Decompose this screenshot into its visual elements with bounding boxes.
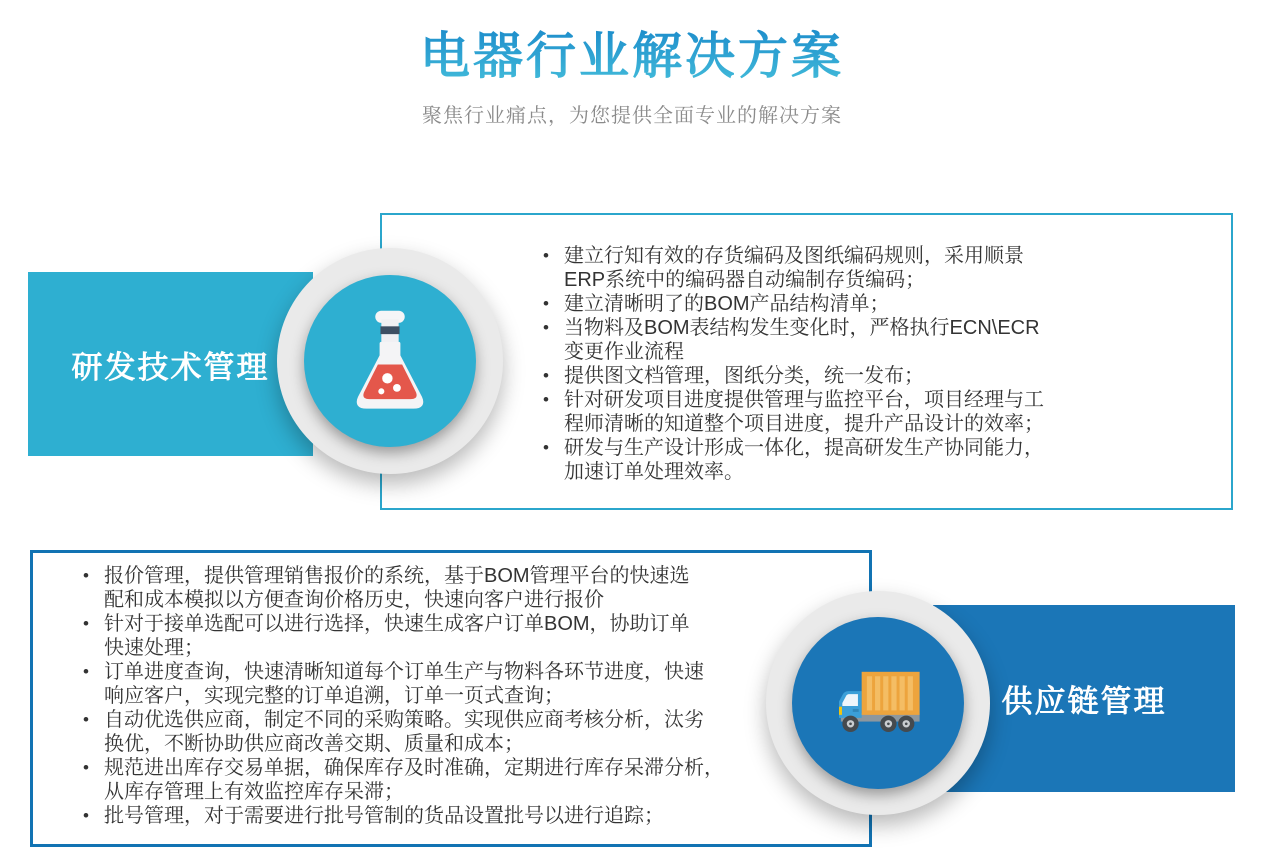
bullet-text: 建立行知有效的存货编码及图纸编码规则，采用顺景 ERP系统中的编码器自动编制存货编码；	[564, 245, 1024, 291]
bullet-item	[543, 244, 1044, 292]
bullet-item	[83, 756, 724, 804]
bullet-marker: •	[543, 246, 549, 265]
scm-badge-inner	[792, 617, 964, 789]
bullet-marker: •	[83, 614, 89, 633]
bullet-item	[83, 660, 724, 708]
scm-label: 供应链管理	[1001, 684, 1167, 719]
bullet-text: 自动优选供应商，制定不同的采购策略。实现供应商考核分析，汰劣 换优，不断协助供应商改善交期、质量和成本；	[104, 709, 704, 755]
scm-bullet-list	[83, 564, 724, 828]
bullet-item	[83, 612, 724, 660]
rd-badge-inner	[304, 275, 476, 447]
bullet-item	[543, 436, 1044, 484]
bullet-text: 建立清晰明了的BOM产品结构清单；	[564, 293, 890, 315]
bullet-marker: •	[83, 662, 89, 681]
bullet-marker: •	[83, 710, 89, 729]
bullet-item	[543, 292, 1044, 316]
bullet-item	[543, 388, 1044, 436]
bullet-item	[83, 708, 724, 756]
bullet-marker: •	[83, 758, 89, 777]
page-subtitle: 聚焦行业痛点，为您提供全面专业的解决方案	[422, 105, 842, 127]
bullet-text: 报价管理，提供管理销售报价的系统，基于BOM管理平台的快速选 配和成本模拟以方便查询价格历史，快速向客户进行报价	[104, 565, 690, 611]
bullet-text: 订单进度查询，快速清晰知道每个订单生产与物料各环节进度，快速 响应客户，实现完整的订单追溯，订单一页式查询；	[104, 661, 704, 707]
bullet-item	[83, 804, 724, 828]
bullet-item	[543, 364, 1044, 388]
bullet-item	[83, 564, 724, 612]
bullet-marker: •	[543, 366, 549, 385]
bullet-marker: •	[83, 806, 89, 825]
truck-icon	[826, 665, 930, 741]
bullet-text: 针对于接单选配可以进行选择，快速生成客户订单BOM，协助订单 快速处理；	[104, 613, 690, 659]
bullet-marker: •	[543, 438, 549, 457]
bullet-text: 规范进出库存交易单据，确保库存及时准确，定期进行库存呆滞分析， 从库存管理上有效监控库存呆滞；	[104, 757, 724, 803]
flask-icon	[346, 309, 434, 413]
rd-badge	[277, 248, 503, 474]
bullet-item	[543, 316, 1044, 364]
bullet-text: 提供图文档管理，图纸分类，统一发布；	[564, 365, 924, 387]
page-title: 电器行业解决方案	[0, 16, 1264, 88]
bullet-marker: •	[543, 318, 549, 337]
scm-badge	[766, 591, 990, 815]
bullet-marker: •	[543, 294, 549, 313]
rd-label: 研发技术管理	[71, 349, 270, 385]
bullet-text: 研发与生产设计形成一体化，提高研发生产协同能力， 加速订单处理效率。	[564, 437, 1044, 483]
rd-bullet-list	[543, 244, 1044, 484]
bullet-marker: •	[543, 390, 549, 409]
bullet-text: 针对研发项目进度提供管理与监控平台，项目经理与工 程师清晰的知道整个项目进度，提升产品设计的效率；	[564, 389, 1044, 435]
bullet-marker: •	[83, 566, 89, 585]
bullet-text: 当物料及BOM表结构发生变化时，严格执行ECN\ECR 变更作业流程	[564, 317, 1040, 363]
rd-label-block	[28, 272, 313, 456]
bullet-text: 批号管理，对于需要进行批号管制的货品设置批号以进行追踪；	[104, 805, 664, 827]
